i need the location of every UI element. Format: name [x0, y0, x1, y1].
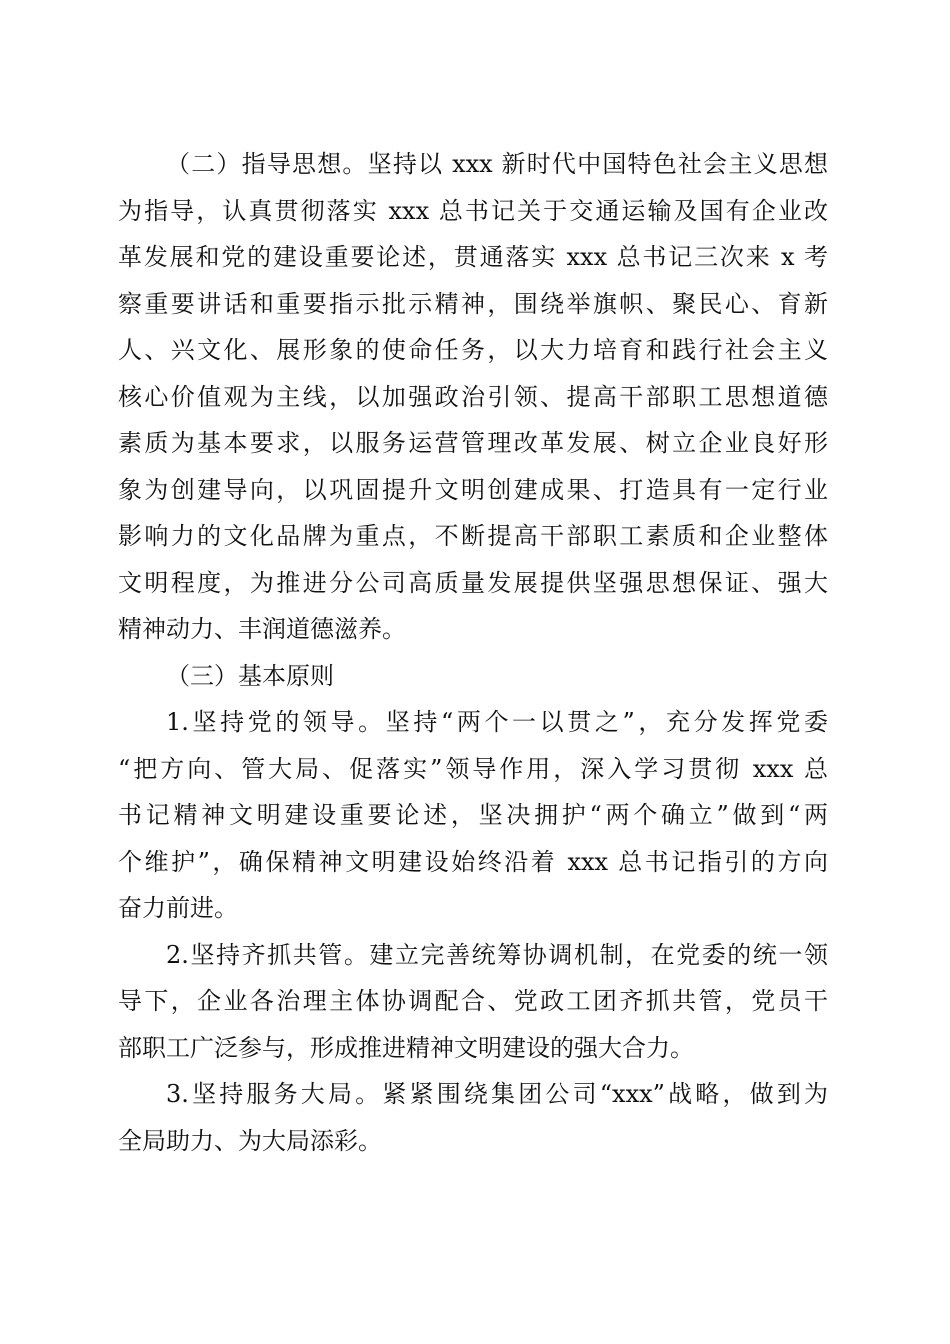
section-heading-basic-principles: （三）基本原则	[166, 661, 334, 690]
text-line: 1.坚持党的领导。坚持“两个一以贯之”，充分发挥党委	[166, 708, 828, 736]
text-line: 象为创建导向，以巩固提升文明创建成果、打造具有一定行业	[118, 475, 828, 504]
text-line: 部职工广泛参与，形成推进精神文明建设的强大合力。	[118, 1033, 694, 1062]
text-line: 导下，企业各治理主体协调配合、党政工团齐抓共管，党员干	[118, 987, 828, 1015]
text-line: 人、兴文化、展形象的使命任务，以大力培育和践行社会主义	[118, 336, 828, 364]
text-line: 书记精神文明建设重要论述，坚决拥护“两个确立”做到“两	[118, 801, 828, 829]
text-line: 察重要讲话和重要指示批示精神，围绕举旗帜、聚民心、育新	[118, 289, 828, 318]
text-line: 核心价值观为主线，以加强政治引领、提高干部职工思想道德	[118, 382, 828, 411]
text-line: 为指导，认真贯彻落实 xxx 总书记关于交通运输及国有企业改	[118, 196, 828, 225]
text-line: “把方向、管大局、促落实”领导作用，深入学习贯彻 xxx 总	[118, 754, 828, 783]
text-line: 文明程度，为推进分公司高质量发展提供坚强思想保证、强大	[118, 568, 828, 597]
paragraph-principle-1	[118, 699, 828, 932]
document-body	[118, 141, 828, 1164]
text-line: 奋力前进。	[118, 894, 238, 922]
text-line: 革发展和党的建设重要论述，贯通落实 xxx 总书记三次来 x 考	[118, 243, 828, 271]
text-line: 精神动力、丰润道德滋养。	[118, 615, 406, 643]
paragraph-principle-2	[118, 932, 828, 1072]
paragraph-principle-3	[118, 1071, 828, 1164]
text-line: 3.坚持服务大局。紧紧围绕集团公司“xxx”战略，做到为	[166, 1080, 828, 1108]
text-line: （二）指导思想。坚持以 xxx 新时代中国特色社会主义思想	[166, 150, 828, 178]
text-line: 素质为基本要求，以服务运营管理改革发展、树立企业良好形	[118, 429, 828, 457]
text-line: 2.坚持齐抓共管。建立完善统筹协调机制，在党委的统一领	[166, 940, 828, 969]
text-line: 个维护”，确保精神文明建设始终沿着 xxx 总书记指引的方向	[118, 847, 828, 876]
text-line: 全局助力、为大局添彩。	[118, 1126, 382, 1155]
text-line: 影响力的文化品牌为重点，不断提高干部职工素质和企业整体	[118, 522, 828, 550]
paragraph-guiding-thought	[118, 141, 828, 653]
